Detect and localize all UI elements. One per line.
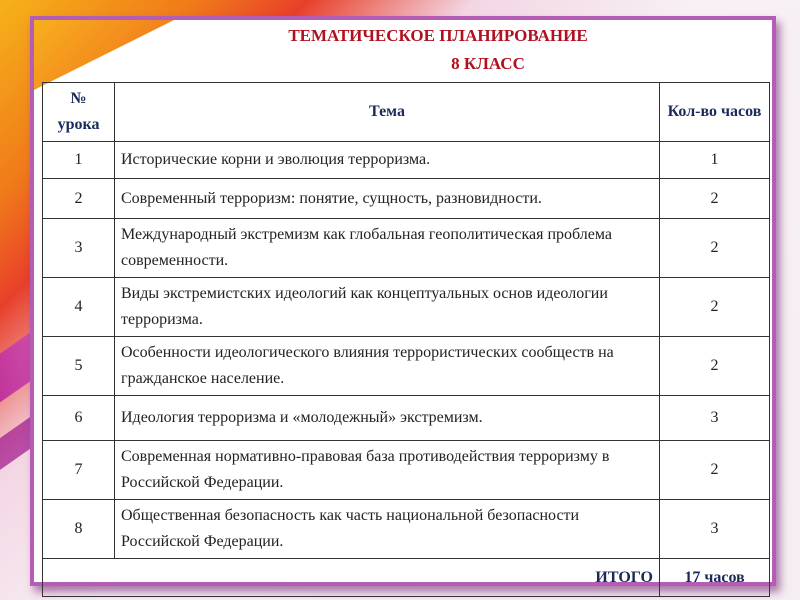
lesson-topic: Современный терроризм: понятие, сущность, разновидности. [115,179,660,219]
table-row [43,179,770,219]
lesson-hours: 2 [660,441,770,500]
lesson-topic: Идеология терроризма и «молодежный» экстремизм. [115,396,660,441]
page-title: ТЕМАТИЧЕСКОЕ ПЛАНИРОВАНИЕ [288,26,588,45]
total-label: ИТОГО [43,559,660,597]
lesson-hours: 3 [660,500,770,559]
total-row [43,559,770,597]
table-row [43,278,770,337]
lesson-topic: Виды экстремистских идеологий как концептуальных основ идеологии терроризма. [115,278,660,337]
table-row [43,142,770,179]
lesson-number: 4 [43,278,115,337]
total-value: 17 часов [660,559,770,597]
table-row [43,441,770,500]
lesson-hours: 1 [660,142,770,179]
lesson-topic: Исторические корни и эволюция терроризма. [115,142,660,179]
lesson-number: 5 [43,337,115,396]
slide-frame [30,16,776,586]
lesson-topic: Международный экстремизм как глобальная геополитическая проблема современности. [115,219,660,278]
table-row [43,219,770,278]
lesson-number: 2 [43,179,115,219]
lesson-hours: 2 [660,179,770,219]
table-row [43,500,770,559]
lesson-number: 1 [43,142,115,179]
table-header [43,83,770,142]
plan-table [42,82,770,597]
lesson-topic: Общественная безопасность как часть национальной безопасности Российской Федерации. [115,500,660,559]
lesson-topic: Современная нормативно-правовая база противодействия терроризму в Российской Федерации. [115,441,660,500]
lesson-number: 8 [43,500,115,559]
lesson-number: 3 [43,219,115,278]
lesson-hours: 2 [660,337,770,396]
page-subtitle: 8 КЛАСС [451,54,525,73]
lesson-number: 7 [43,441,115,500]
table-row [43,337,770,396]
table-row [43,396,770,441]
lesson-hours: 2 [660,278,770,337]
lesson-hours: 3 [660,396,770,441]
lesson-number: 6 [43,396,115,441]
header-hours: Кол-во часов [660,83,770,142]
header-num: № урока [43,83,115,142]
lesson-topic: Особенности идеологического влияния террористических сообществ на гражданское население. [115,337,660,396]
lesson-hours: 2 [660,219,770,278]
header-topic: Тема [115,83,660,142]
